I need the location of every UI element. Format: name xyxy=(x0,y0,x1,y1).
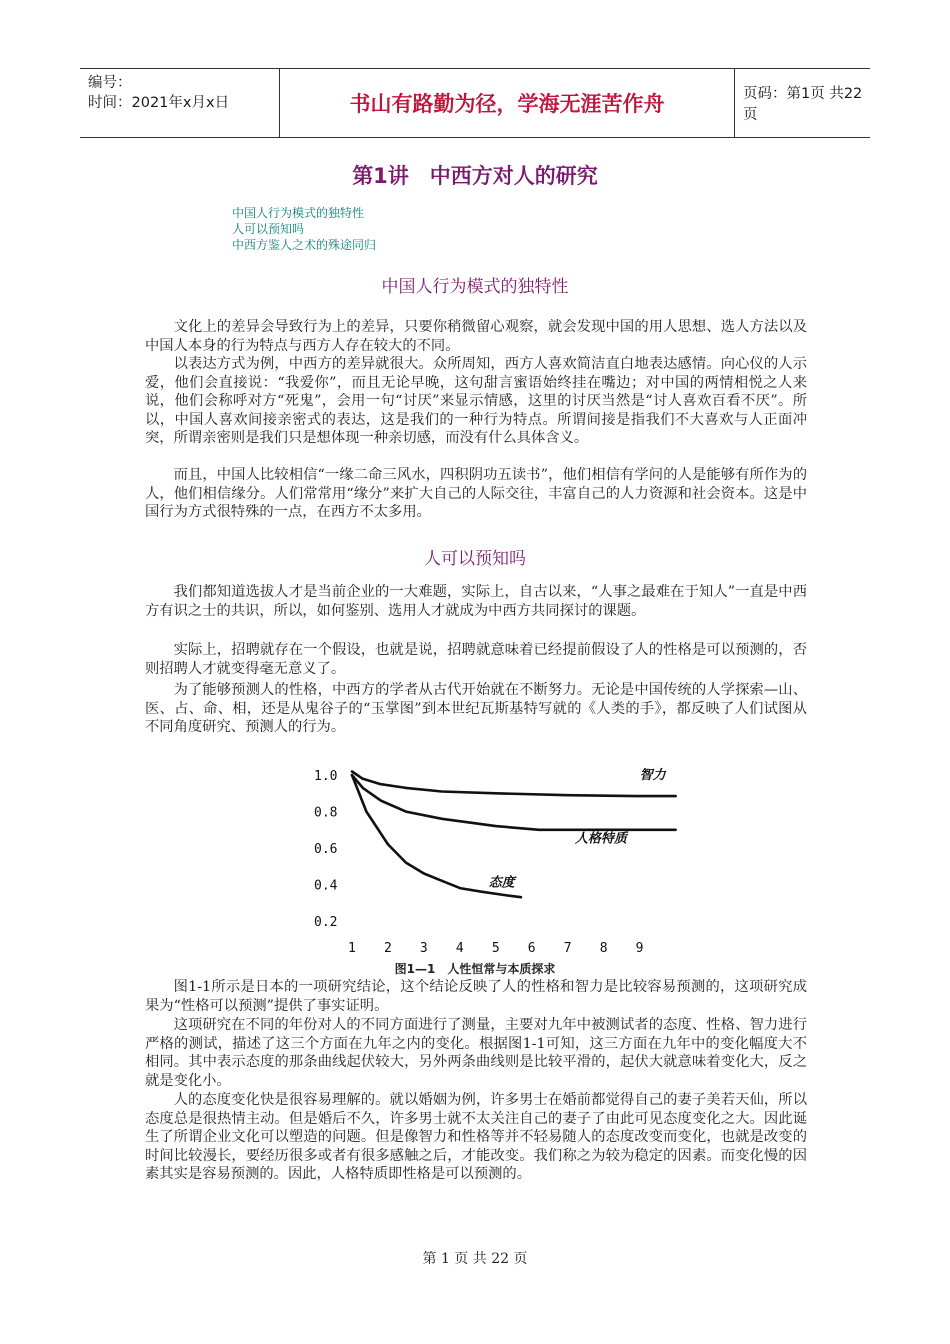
paragraph: 以表达方式为例，中西方的差异就很大。众所周知，西方人喜欢简洁直白地表达感情。向心仪的人示爱，他们会直接说：“我爱你”，而且无论早晚，这句甜言蜜语始终挂在嘴边；对中国的两情相悦之人来说，他们会称呼对方“死鬼”，会用一句“讨厌”来显示情感，这里的讨厌当然是“讨人喜欢百看不厌”。所以，中国人喜欢间接亲密式的表达，这是我们的一种行为特点。所谓间接是指我们不大喜欢与人正面冲突，所谓亲密则是我们只是想体现一种亲切感，而没有什么具体含义。 xyxy=(145,356,807,446)
header-motto: 书山有路勤为径，学海无涯苦作舟 xyxy=(280,69,735,137)
y-tick-label: 0.6 xyxy=(314,842,338,857)
table-of-contents xyxy=(232,205,376,253)
y-tick-label: 1.0 xyxy=(314,769,338,785)
series-line-0 xyxy=(352,772,676,797)
x-tick-label: 7 xyxy=(563,941,572,956)
doc-number-label: 编号： xyxy=(88,75,132,91)
series-label: 态度 xyxy=(488,875,515,891)
paragraph: 我们都知道选拔人才是当前企业的一大难题，实际上，自古以来，“人事之最难在于知人”一直是中西方有识之士的共识，所以，如何鉴别、选用人才就成为中西方共同探讨的课题。 xyxy=(145,584,807,619)
toc-item[interactable]: 中西方鉴人之术的殊途同归 xyxy=(232,238,377,252)
x-tick-label: 1 xyxy=(348,941,356,956)
x-tick-label: 3 xyxy=(419,941,428,956)
section-heading: 中国人行为模式的独特性 xyxy=(381,277,569,297)
lecture-title: 第1讲 中西方对人的研究 xyxy=(352,164,598,188)
paragraph: 为了能够预测人的性格，中西方的学者从古代开始就在不断努力。无论是中国传统的人学探索—山、医、占、命、相，还是从鬼谷子的“玉掌图”到本世纪瓦斯基特写就的《人类的手》，都反映了人们试图从不同角度研究、预测人的行为。 xyxy=(145,682,807,735)
x-tick-label: 6 xyxy=(527,941,536,956)
x-tick-label: 8 xyxy=(599,941,608,956)
y-tick-label: 0.4 xyxy=(314,878,338,894)
x-tick-label: 4 xyxy=(455,941,464,956)
x-tick-label: 2 xyxy=(383,941,392,956)
toc-item[interactable]: 中国人行为模式的独特性 xyxy=(232,206,365,220)
paragraph: 这项研究在不同的年份对人的不同方面进行了测量，主要对九年中被测试者的态度、性格、智力进行严格的测试，描述了这三个方面在九年之内的变化。根据图1-1可知，这三方面在九年中的变化幅度大不相同。其中表示态度的那条曲线起伏较大，另外两条曲线则是比较平滑的，起伏大就意味着变化大，反之就是变化小。 xyxy=(145,1017,807,1089)
paragraph: 文化上的差异会导致行为上的差异，只要你稍微留心观察，就会发现中国的用人思想、选人方法以及中国人本身的行为特点与西方人存在较大的不同。 xyxy=(145,319,807,354)
figure-line-chart xyxy=(300,758,690,958)
y-tick-label: 0.2 xyxy=(314,914,338,930)
x-tick-label: 5 xyxy=(491,941,500,956)
header-page-info: 页码：第1页 共22页 xyxy=(743,86,863,123)
page-header xyxy=(80,68,870,138)
doc-time-label: 时间：2021年x月x日 xyxy=(88,95,230,111)
paragraph: 而且，中国人比较相信“一缘二命三风水，四积阴功五读书”，他们相信有学问的人是能够有所作为的人，他们相信缘分。人们常常用“缘分”来扩大自己的人际交往，丰富自己的人力资源和社会资本。这是中国行为方式很特殊的一点，在西方不太多用。 xyxy=(145,467,807,520)
series-label: 智力 xyxy=(639,767,666,783)
series-line-1 xyxy=(352,775,676,830)
section-heading: 人可以预知吗 xyxy=(424,549,526,569)
series-label: 人格特质 xyxy=(574,831,627,847)
x-tick-label: 9 xyxy=(635,941,644,956)
paragraph: 人的态度变化快是很容易理解的。就以婚姻为例，许多男士在婚前都觉得自己的妻子美若天仙，所以态度总是很热情主动。但是婚后不久，许多男士就不太关注自己的妻子了由此可见态度变化之大。因此诞生了所谓企业文化可以塑造的问题。但是像智力和性格等并不轻易随人的态度改变而变化，也就是改变的时间比较漫长，要经历很多或者有很多感触之后，才能改变。我们称之为较为稳定的因素。而变化慢的因素其实是容易预测的。因此，人格特质即性格是可以预测的。 xyxy=(145,1092,807,1182)
figure-caption: 图1—1 人性恒常与本质探求 xyxy=(394,962,556,976)
paragraph: 图1-1所示是日本的一项研究结论，这个结论反映了人的性格和智力是比较容易预测的，这项研究成果为“性格可以预测”提供了事实证明。 xyxy=(145,979,807,1014)
y-tick-label: 0.8 xyxy=(314,805,338,821)
page-footer: 第 1 页 共 22 页 xyxy=(422,1251,528,1267)
paragraph: 实际上，招聘就存在一个假设，也就是说，招聘就意味着已经提前假设了人的性格是可以预测的，否则招聘人才就变得毫无意义了。 xyxy=(145,642,807,677)
header-meta xyxy=(80,69,280,137)
toc-item[interactable]: 人可以预知吗 xyxy=(232,222,305,236)
